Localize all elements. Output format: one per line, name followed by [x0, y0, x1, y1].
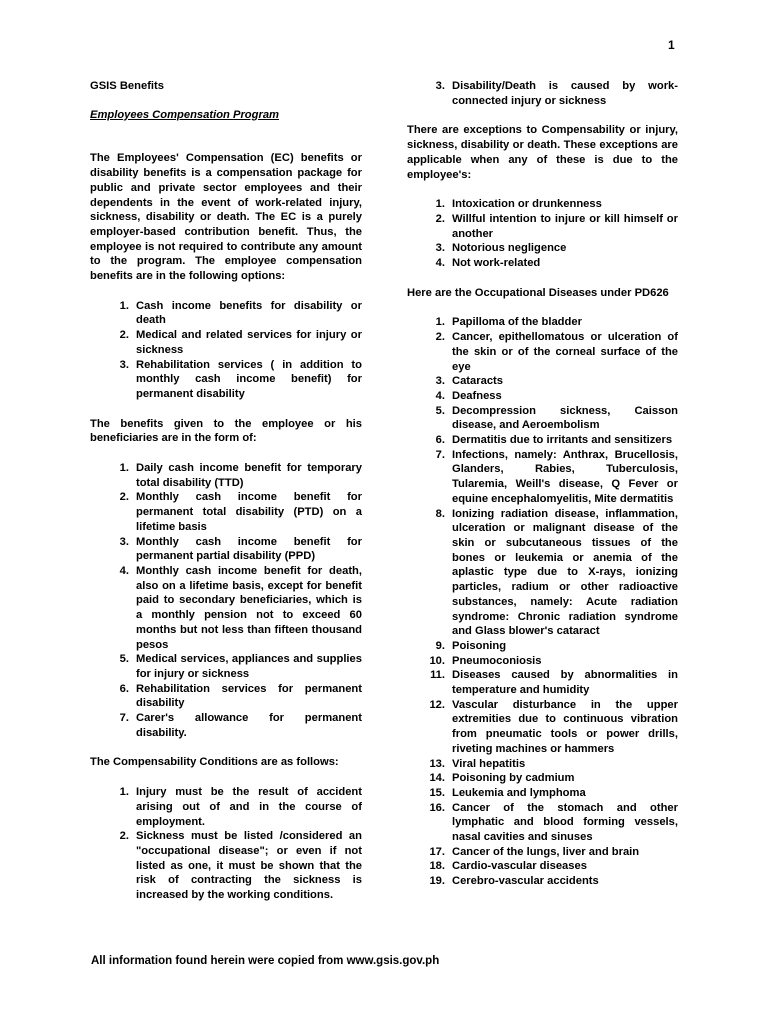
- list-item-number: 5.: [435, 404, 445, 417]
- list-item-number: 1.: [435, 198, 445, 211]
- list-item-number: 1.: [119, 299, 129, 312]
- list-item-text: Leukemia and lymphoma: [452, 786, 586, 799]
- list-item-text: Viral hepatitis: [452, 757, 526, 770]
- list-item-number: 18.: [429, 860, 445, 873]
- list-item: [110, 461, 362, 490]
- intro-paragraph: The Employees' Compensation (EC) benefits or disability benefits is a compensation package for public and private sector employees and their dependents in the event of work-related injury, sickness, disability or death. The EC is a purely employer-based contribution benefit. Thus, the employee is not required to contribute any amount to the program. The employee compensation benefits are in the following options:: [90, 152, 362, 283]
- list-item-number: 1.: [119, 462, 129, 475]
- list-item-number: 1.: [119, 786, 129, 799]
- list-item-text: Diseases caused by abnormalities in temperature and humidity: [452, 669, 678, 697]
- list-item-number: 2.: [119, 491, 129, 504]
- list-item: [423, 698, 678, 757]
- list-item: [110, 328, 362, 357]
- list-item-text: Medical and related services for injury or sickness: [136, 329, 362, 356]
- list-item: [423, 256, 678, 271]
- diseases-intro: Here are the Occupational Diseases under PD626: [407, 286, 669, 299]
- list-item-text: Monthly cash income benefit for permanent partial disability (PPD): [136, 535, 362, 563]
- list-item-text: Poisoning by cadmium: [452, 772, 575, 785]
- right-column: [407, 79, 678, 889]
- list-item-text: Cash income benefits for disability or death: [136, 299, 362, 327]
- conditions-list-continued: [407, 79, 678, 108]
- list-item-text: Poisoning: [452, 639, 507, 652]
- list-item-text: Daily cash income benefit for temporary total disability (TTD): [136, 462, 362, 489]
- list-item-number: 13.: [429, 757, 445, 770]
- list-item: [423, 330, 678, 374]
- list-item: [423, 197, 678, 212]
- list-item-number: 2.: [119, 830, 129, 843]
- list-item: [423, 507, 678, 639]
- list-item-number: 4.: [435, 257, 445, 270]
- benefits-list: [90, 461, 362, 740]
- list-item: [423, 757, 678, 772]
- list-item-text: Not work-related: [452, 257, 541, 270]
- list-item-text: Cardio-vascular diseases: [452, 860, 587, 873]
- list-item-number: 7.: [119, 712, 129, 725]
- list-item: [423, 786, 678, 801]
- list-item-number: 6.: [435, 434, 445, 447]
- list-item-text: Ionizing radiation disease, inflammation, ulceration or malignant disease of the skin or subcutaneous tissues of the bones or leukemia or anemia of the aplastic type due to X-rays, ionizing particles, radium or other radioactive substances, namely: Acute radiation syndrome: Chronic radiation syndrome and Glass blower's cataract: [452, 507, 678, 638]
- list-item-number: 1.: [435, 316, 445, 329]
- list-item: [423, 639, 678, 654]
- list-item-number: 7.: [435, 448, 445, 461]
- list-item: [423, 668, 678, 697]
- list-item-number: 17.: [429, 845, 445, 858]
- list-item: [423, 801, 678, 845]
- list-item: [423, 404, 678, 433]
- list-item: [423, 874, 678, 889]
- list-item: [423, 79, 678, 108]
- list-item: [110, 682, 362, 711]
- list-item-number: 4.: [435, 389, 445, 402]
- list-item: [423, 654, 678, 669]
- list-item: [423, 845, 678, 860]
- list-item-text: Notorious negligence: [452, 242, 567, 255]
- list-item-number: 2.: [435, 212, 445, 225]
- list-item-number: 3.: [435, 80, 445, 92]
- list-item: [110, 829, 362, 903]
- list-item: [423, 241, 678, 256]
- list-item: [423, 389, 678, 404]
- list-item: [423, 315, 678, 330]
- list-item-number: 3.: [435, 375, 445, 388]
- list-item-text: Cerebro-vascular accidents: [452, 875, 599, 888]
- list-item-text: Carer's allowance for permanent disability.: [136, 712, 362, 739]
- list-item-number: 5.: [119, 653, 129, 666]
- list-item-text: Medical services, appliances and supplies for injury or sickness: [136, 653, 362, 680]
- benefits-intro: The benefits given to the employee or his beneficiaries are in the form of:: [90, 417, 362, 445]
- list-item-text: Pneumoconiosis: [452, 654, 542, 667]
- list-item-text: Rehabilitation services ( in addition to monthly cash income benefit) for permanent disability: [136, 358, 362, 400]
- list-item-text: Papilloma of the bladder: [452, 316, 582, 329]
- list-item-text: Decompression sickness, Caisson disease, and Aeroembolism: [452, 404, 678, 432]
- list-item-number: 4.: [119, 564, 129, 577]
- list-item-text: Vascular disturbance in the upper extremities due to continuous vibration from pneumatic tools or power drills, riveting machines or hammers: [452, 698, 678, 755]
- options-list: [90, 299, 362, 402]
- list-item: [110, 358, 362, 402]
- list-item-number: 16.: [429, 801, 445, 814]
- list-item-text: Sickness must be listed /considered an "occupational disease"; or even if not listed as one, it must be shown that the risk of contracting the sickness is increased by the working conditions.: [136, 830, 362, 902]
- list-item-text: Monthly cash income benefit for death, also on a lifetime basis, except for benefit paid to secondary beneficiaries, which is a monthly pension not to exceed 60 months but not less than fifteen thousand pesos: [136, 564, 362, 651]
- list-item-number: 6.: [119, 682, 129, 695]
- list-item: [110, 785, 362, 829]
- list-item-text: Infections, namely: Anthrax, Brucellosis, Glanders, Rabies, Tuberculosis, Tularemia, Weill's disease, Q Fever or equine encephalomyelitis, Mite dermatitis: [452, 448, 678, 505]
- diseases-list: [407, 315, 678, 888]
- list-item-text: Disability/Death is caused by work-connected injury or sickness: [452, 80, 678, 107]
- list-item-text: Intoxication or drunkenness: [452, 198, 602, 211]
- list-item-text: Monthly cash income benefit for permanent total disability (PTD) on a lifetime basis: [136, 491, 362, 533]
- document-title: GSIS Benefits: [90, 80, 164, 92]
- left-column: [90, 79, 362, 903]
- list-item: [110, 490, 362, 534]
- list-item: [110, 652, 362, 681]
- list-item-number: 19.: [429, 875, 445, 888]
- list-item-number: 3.: [435, 242, 445, 255]
- list-item-text: Rehabilitation services for permanent disability: [136, 682, 362, 710]
- conditions-intro: The Compensability Conditions are as follows:: [90, 756, 339, 769]
- list-item: [423, 859, 678, 874]
- list-item-number: 9.: [435, 639, 445, 652]
- list-item-text: Cataracts: [452, 375, 503, 388]
- list-item: [110, 564, 362, 652]
- page-number: 1: [668, 38, 675, 52]
- list-item: [423, 771, 678, 786]
- list-item-number: 14.: [429, 772, 445, 785]
- list-item: [110, 299, 362, 328]
- list-item-text: Dermatitis due to irritants and sensitizers: [452, 434, 673, 447]
- list-item-number: 2.: [435, 331, 445, 344]
- list-item-number: 11.: [430, 669, 445, 682]
- list-item-text: Deafness: [452, 389, 502, 402]
- exceptions-list: [407, 197, 678, 271]
- list-item-text: Willful intention to injure or kill himself or another: [452, 212, 678, 240]
- list-item: [110, 711, 362, 740]
- exceptions-intro: There are exceptions to Compensability or injury, sickness, disability or death. These exceptions are applicable when any of these is due to the employee's:: [407, 124, 678, 181]
- list-item: [110, 535, 362, 564]
- list-item: [423, 374, 678, 389]
- list-item-text: Cancer, epithellomatous or ulceration of the skin or of the corneal surface of the eye: [452, 331, 678, 373]
- list-item-number: 8.: [435, 507, 445, 520]
- list-item-number: 3.: [119, 535, 129, 548]
- list-item-text: Cancer of the lungs, liver and brain: [452, 845, 640, 858]
- list-item-number: 2.: [119, 329, 129, 342]
- list-item: [423, 433, 678, 448]
- list-item: [423, 448, 678, 507]
- list-item-text: Cancer of the stomach and other lymphatic and blood forming vessels, nasal cavities and sinuses: [452, 801, 678, 844]
- list-item: [423, 212, 678, 241]
- list-item-number: 3.: [119, 358, 129, 371]
- conditions-list: [90, 785, 362, 903]
- list-item-number: 15.: [429, 786, 445, 799]
- document-subtitle: Employees Compensation Program: [90, 108, 279, 121]
- list-item-number: 10.: [429, 654, 445, 667]
- list-item-number: 12.: [429, 698, 445, 711]
- source-footer: All information found herein were copied from www.gsis.gov.ph: [91, 955, 440, 967]
- list-item-text: Injury must be the result of accident arising out of and in the course of employment.: [136, 786, 362, 828]
